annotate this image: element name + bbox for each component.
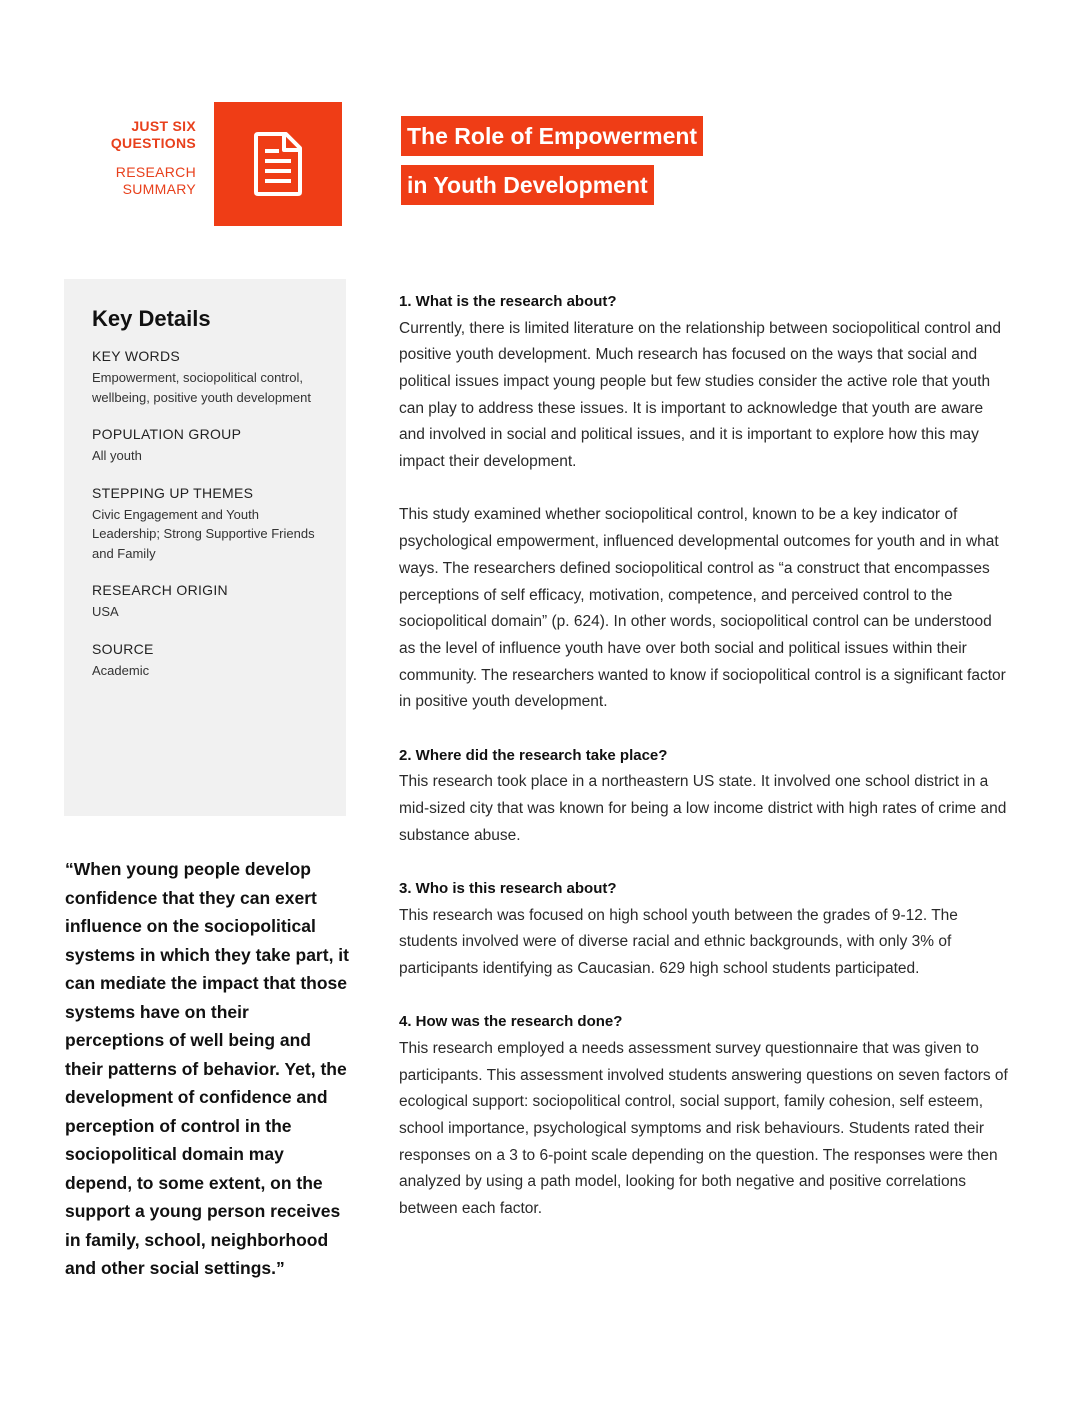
question-1-paragraph-2: This study examined whether sociopolitical control, known to be a key indicator of psychological empowerment, influenced developmental outcomes for youth and in what ways. The researchers defined sociopolitical control as “a construct that encompasses perceptions of self efficacy, motivation, competence, and perceived control to the sociopolitical domain” (p. 624). In other words, sociopolitical control can be understood as the level of influence youth have over both social and political issues within their community. The researchers wanted to know if sociopolitical control is a significant factor in positive youth development. xyxy=(399,506,1006,711)
stepping-up-themes-label: STEPPING UP THEMES xyxy=(92,484,254,501)
question-4-paragraph-1: This research employed a needs assessment survey questionnaire that was given to participants. This assessment involved students answering questions on seven factors of ecological support: sociopolitical control, social support, family cohesion, self esteem, school importance, psychological symptoms and risk behaviours. Students rated their responses on a 3 to 6-point scale depending on the question. The responses were then analyzed by using a path model, looking for both negative and positive correlations between each factor. xyxy=(399,1039,1008,1218)
key-words-label: KEY WORDS xyxy=(92,348,181,364)
question-2-paragraph-1: This research took place in a northeastern US state. It involved one school district in a mid-sized city that was known for being a low income district with high rates of crime and substance abuse. xyxy=(399,773,1007,844)
brand-subtitle: RESEARCH SUMMARY xyxy=(115,164,196,197)
population-group-label: POPULATION GROUP xyxy=(92,426,242,442)
key-details-title: Key Details xyxy=(92,306,211,331)
question-1-heading: 1. What is the research about? xyxy=(399,293,617,310)
population-group-value: All youth xyxy=(92,448,142,463)
question-2-heading: 2. Where did the research take place? xyxy=(399,746,668,764)
question-3-section xyxy=(399,876,1011,983)
stepping-up-themes-value: Civic Engagement and Youth Leadership; Strong Supportive Friends and Family xyxy=(92,506,315,561)
pull-quote: “When young people develop confidence that they can exert influence on the sociopolitical systems in which they take part, it can mediate the impact that those systems have on their perceptions of well being and their patterns of behavior. Yet, the development of confidence and perception of control in the sociopolitical domain may depend, to some extent, on the support a young person receives in family, school, neighborhood and other social settings.” xyxy=(65,859,349,1278)
key-words-value: Empowerment, sociopolitical control, wellbeing, positive youth development xyxy=(92,370,311,405)
question-3-paragraph-1: This research was focused on high school youth between the grades of 9-12. The students involved were of diverse racial and ethnic backgrounds, with only 3% of participants identifying as Caucasian. 629 high school students participated. xyxy=(399,906,958,977)
question-4-section xyxy=(399,1009,1011,1222)
key-details-panel xyxy=(64,279,346,816)
document-icon-box xyxy=(214,102,342,226)
page-title-line-2: in Youth Development xyxy=(401,165,654,205)
question-4-heading: 4. How was the research done? xyxy=(399,1013,623,1031)
page-title-line-1: The Role of Empowerment xyxy=(401,116,703,156)
research-origin-label: RESEARCH ORIGIN xyxy=(92,582,228,598)
source-value: Academic xyxy=(92,662,150,678)
main-content xyxy=(399,289,1011,1249)
document-icon xyxy=(254,132,302,196)
question-3-heading: 3. Who is this research about? xyxy=(399,880,617,898)
brand-block xyxy=(80,118,196,198)
research-origin-value: USA xyxy=(92,604,119,619)
source-label: SOURCE xyxy=(92,640,154,657)
question-1-section xyxy=(399,289,1011,716)
question-2-section xyxy=(399,743,1011,850)
question-1-paragraph-1: Currently, there is limited literature on the relationship between sociopolitical control and positive youth development. Much research has focused on the ways that social and political issues impact young people but few studies consider the active role that youth can play to address these issues. It is important to acknowledge that youth are aware and involved in social and political issues, and it is important to explore how this may impact their development. xyxy=(399,319,1001,471)
brand-title: JUST SIX QUESTIONS xyxy=(110,118,196,151)
